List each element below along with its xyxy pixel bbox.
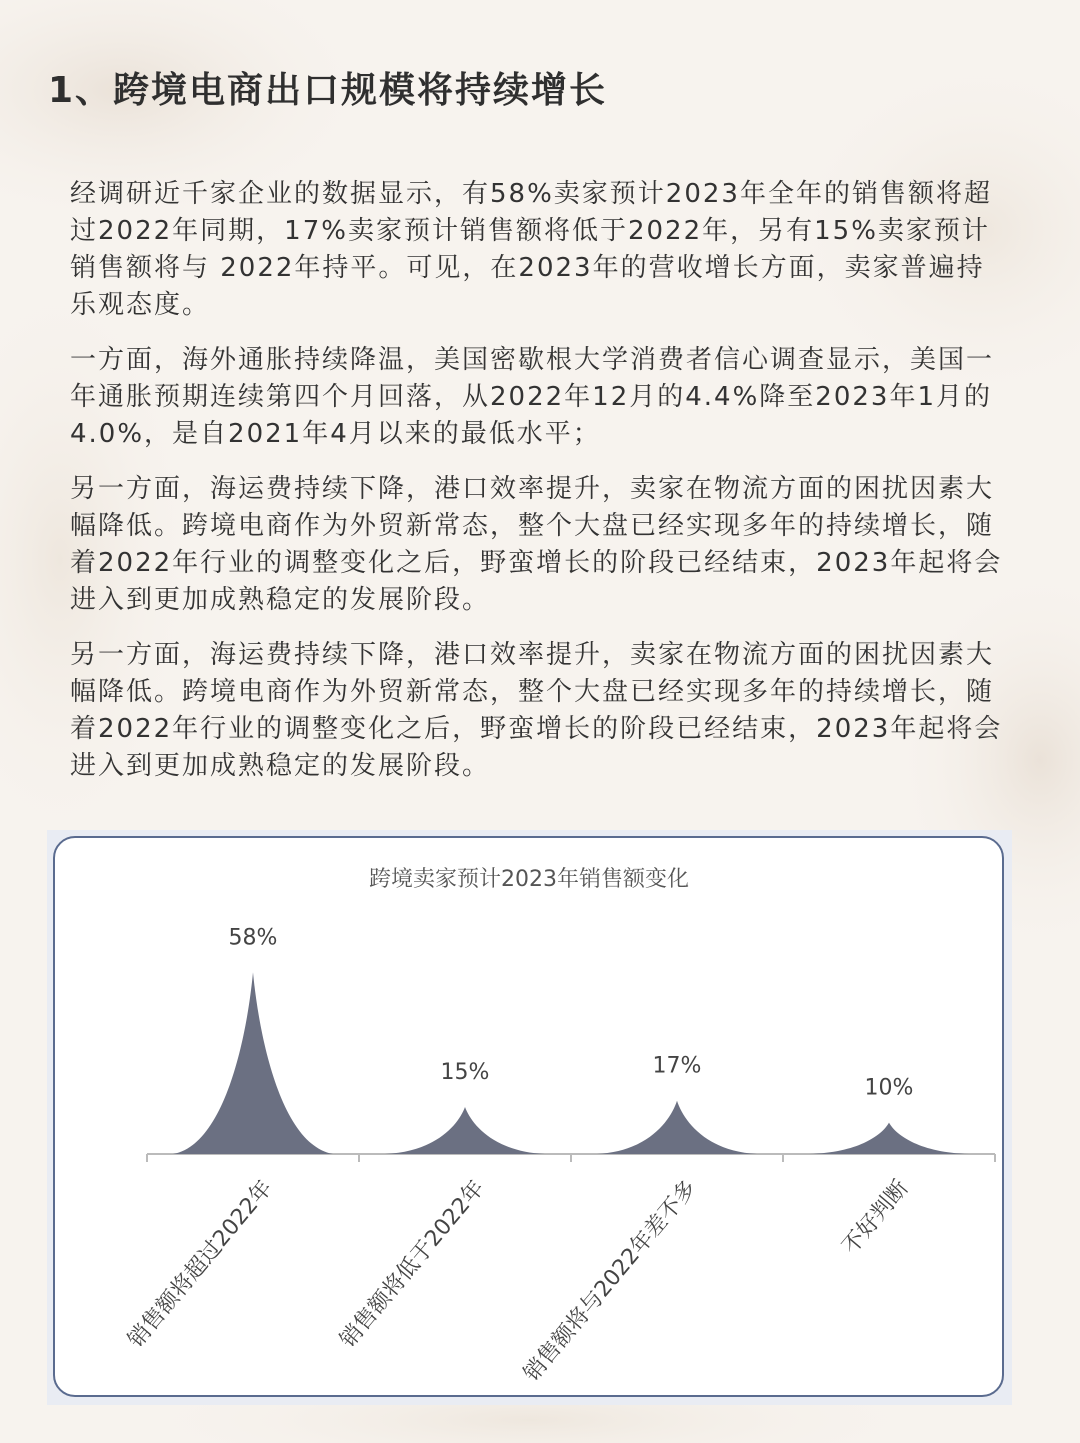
data-label-4: 10% xyxy=(864,1075,914,1101)
bar-mark-2 xyxy=(385,1107,545,1154)
category-label-3: 销售额将与2022年差不多 xyxy=(519,1175,702,1387)
category-label-1: 销售额将超过2022年 xyxy=(123,1175,278,1353)
data-label-2: 15% xyxy=(440,1060,490,1085)
data-label-3: 17% xyxy=(652,1053,702,1079)
bar-mark-4 xyxy=(809,1123,969,1154)
paragraph-inflation: 一方面，海外通胀持续降温，美国密歇根大学消费者信心调查显示，美国一年通胀预期连续第四个月回落，从2022年12月的4.4%降至2023年1月的4.0%，是自2021年4月以来的最低水平； xyxy=(70,345,995,449)
paragraph-logistics-repeat: 另一方面，海运费持续下降，港口效率提升，卖家在物流方面的困扰因素大幅降低。跨境电商作为外贸新常态，整个大盘已经实现多年的持续增长，随着2022年行业的调整变化之后，野蛮增长的阶段已经结束，2023年起将会进入到更加成熟稳定的发展阶段。 xyxy=(70,640,1003,781)
article-body xyxy=(70,176,1010,803)
paragraph-logistics: 另一方面，海运费持续下降，港口效率提升，卖家在物流方面的困扰因素大幅降低。跨境电商作为外贸新常态，整个大盘已经实现多年的持续增长，随着2022年行业的调整变化之后，野蛮增长的阶段已经结束，2023年起将会进入到更加成熟稳定的发展阶段。 xyxy=(70,474,1003,615)
paragraph-survey-summary: 经调研近千家企业的数据显示，有58%卖家预计2023年全年的销售额将超过2022年同期，17%卖家预计销售额将低于2022年，另有15%卖家预计销售额将与 2022年持平。可见，在2023年的营收增长方面，卖家普遍持乐观态度。 xyxy=(70,179,992,320)
chart-card xyxy=(47,830,1012,1405)
chart-title: 跨境卖家预计2023年销售额变化 xyxy=(369,867,689,892)
page-title: 1、跨境电商出口规模将持续增长 xyxy=(48,70,608,111)
bar-mark-3 xyxy=(597,1101,757,1154)
bar-mark-1 xyxy=(173,972,333,1154)
category-label-4: 不好判断 xyxy=(837,1175,914,1260)
sales-change-chart xyxy=(47,830,1012,1405)
data-label-1: 58% xyxy=(228,925,278,951)
category-label-2: 销售额将低于2022年 xyxy=(335,1175,490,1353)
